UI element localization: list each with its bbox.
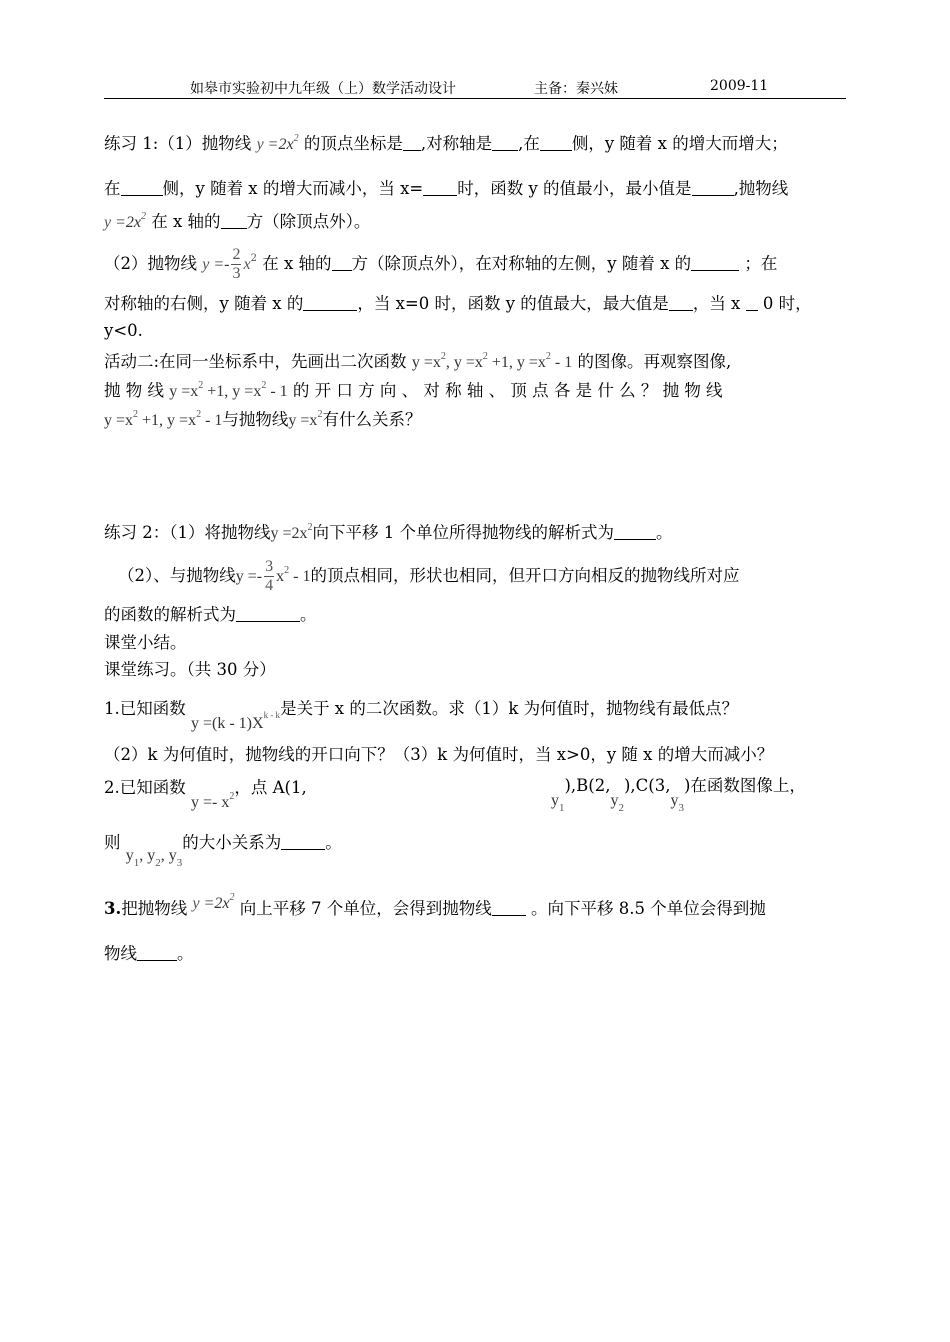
header-author: 主备：秦兴妹 [534, 81, 618, 97]
formula-x2-minus-1: $x^2 - 1$ [276, 565, 311, 585]
blank [423, 179, 457, 196]
blank [540, 134, 572, 151]
ex1-line5: 对称轴的右侧，y 随着 x 的 ，当 x=0 时，函数 y 的值最大，最大值是 ，当 x 0 时， [104, 294, 812, 313]
formula-y123: $y_1$, $y_2$, $y_3$ [125, 847, 183, 869]
class-summary: 课堂小结。 [104, 633, 187, 652]
formula-y2x2: $y =2x^2$ [256, 133, 299, 153]
ex1-line4: （2）抛物线 y =- $\frac{2}{3}$ $x^2$ 在 x 轴的 方（除顶点外），在对称轴的左侧，y 随着 x 的 ；在 [104, 246, 778, 282]
blank [403, 134, 421, 151]
q2-line1: 2.已知函数 $y =- x^2$，点 A(1, [104, 778, 307, 811]
blank [746, 294, 758, 311]
ex1-line2: 在 侧，y 随着 x 的增大而减小，当 x= 时，函数 y 的值最小，最小值是 ,抛物线 [104, 179, 789, 198]
blank [492, 134, 518, 151]
blank [303, 294, 357, 311]
ex2-line2: （2）、与抛物线y =- $\frac{3}{4}$ $x^2 - 1$的顶点相同，形状也相同，但开口方向相反的抛物线所对应 [118, 558, 740, 594]
blank [492, 899, 526, 916]
blank [692, 179, 734, 196]
blank [221, 212, 247, 229]
ex2-line1: 练习 2：（1）将抛物线$y =2x^2$向下平移 1 个单位所得抛物线的解析式为 。 [104, 522, 673, 542]
q2-points: $y_1),B(2,y_2),C(3,y_3)$在函数图像上， [551, 776, 806, 814]
blank [669, 294, 693, 311]
ex2-line3: 的函数的解析式为 。 [104, 605, 317, 624]
header-school: 如皋市实验初中九年级（上）数学活动设计 [190, 81, 456, 97]
blank [332, 254, 352, 271]
act2-line1: 活动二:在同一坐标系中，先画出二次函数 $y =x^2$, $y =x^2 +1$, $y =x^2 - 1$ 的图像。再观察图像, [104, 351, 732, 371]
formula-y2x2: $y =2x^2$ [104, 211, 147, 231]
formula-yx2: $y =x^2$ [288, 409, 323, 429]
page-header [104, 76, 846, 99]
ex1-line3: $y =2x^2$ 在 x 轴的 方（除顶点外）。 [104, 211, 371, 231]
formula-two-functions: $y =x^2 +1$, $y =x^2 - 1$ [104, 409, 223, 429]
ex1-line1: 练习 1:（1）抛物线 $y =2x^2$ 的顶点坐标是 ,对称轴是 ,在 侧，y 随着 x 的增大而增大； [104, 133, 788, 153]
formula-two-functions: $y =x^2 +1$, $y =x^2 - 1$ [169, 380, 288, 400]
formula-y2x2: $y =2x^2$ [192, 892, 235, 912]
ex1-line6: y<0. [104, 321, 143, 340]
blank [137, 944, 177, 961]
q3-line2: 物线 。 [104, 944, 194, 963]
blank [236, 605, 300, 622]
q2-line2: 则 $y_1$, $y_2$, $y_3$的大小关系为 。 [104, 833, 342, 869]
act2-line3: $y =x^2 +1$, $y =x^2 - 1$与抛物线$y =x^2$有什么关系？ [104, 409, 422, 429]
blank [614, 523, 656, 540]
formula-three-functions: $y =x^2$, $y =x^2 +1$, $y =x^2 - 1$ [411, 351, 573, 371]
q1-line2: （2）k 为何值时，抛物线的开口向下？（3）k 为何值时，当 x>0，y 随 x 的增大而减小？ [104, 745, 774, 764]
blank [281, 833, 325, 850]
formula-y2x2: $y =2x^2$ [270, 522, 313, 542]
fraction-2-3: $\frac{2}{3}$ [232, 246, 241, 282]
practice-title: 课堂练习。（共 30 分） [104, 660, 276, 679]
blank [691, 254, 739, 271]
formula-neg-x2: $y =- x^2$ [191, 791, 235, 811]
fraction-3-4: $\frac{3}{4}$ [265, 558, 274, 594]
blank [121, 179, 163, 196]
formula-neg-two-thirds-x2: y =- [202, 256, 230, 273]
formula-k-function: $y =(k - 1)X^{k - k}$ [191, 710, 281, 732]
q3-line1: 3.把抛物线 $y =2x^2$ 向上平移 7 个单位，会得到抛物线 。向下平移 8.5 个单位会得到抛 [104, 892, 766, 918]
act2-line2: 抛 物 线 $y =x^2 +1$, $y =x^2 - 1$ 的 开 口 方 向 、 对 称 轴 、 顶 点 各 是 什 么 ？ 抛 物 线 [104, 380, 723, 400]
q1-line1: 1.已知函数 $y =(k - 1)X^{k - k}$是关于 x 的二次函数。求（1）k 为何值时，抛物线有最低点？ [104, 699, 739, 732]
header-date: 2009-11 [710, 78, 769, 94]
